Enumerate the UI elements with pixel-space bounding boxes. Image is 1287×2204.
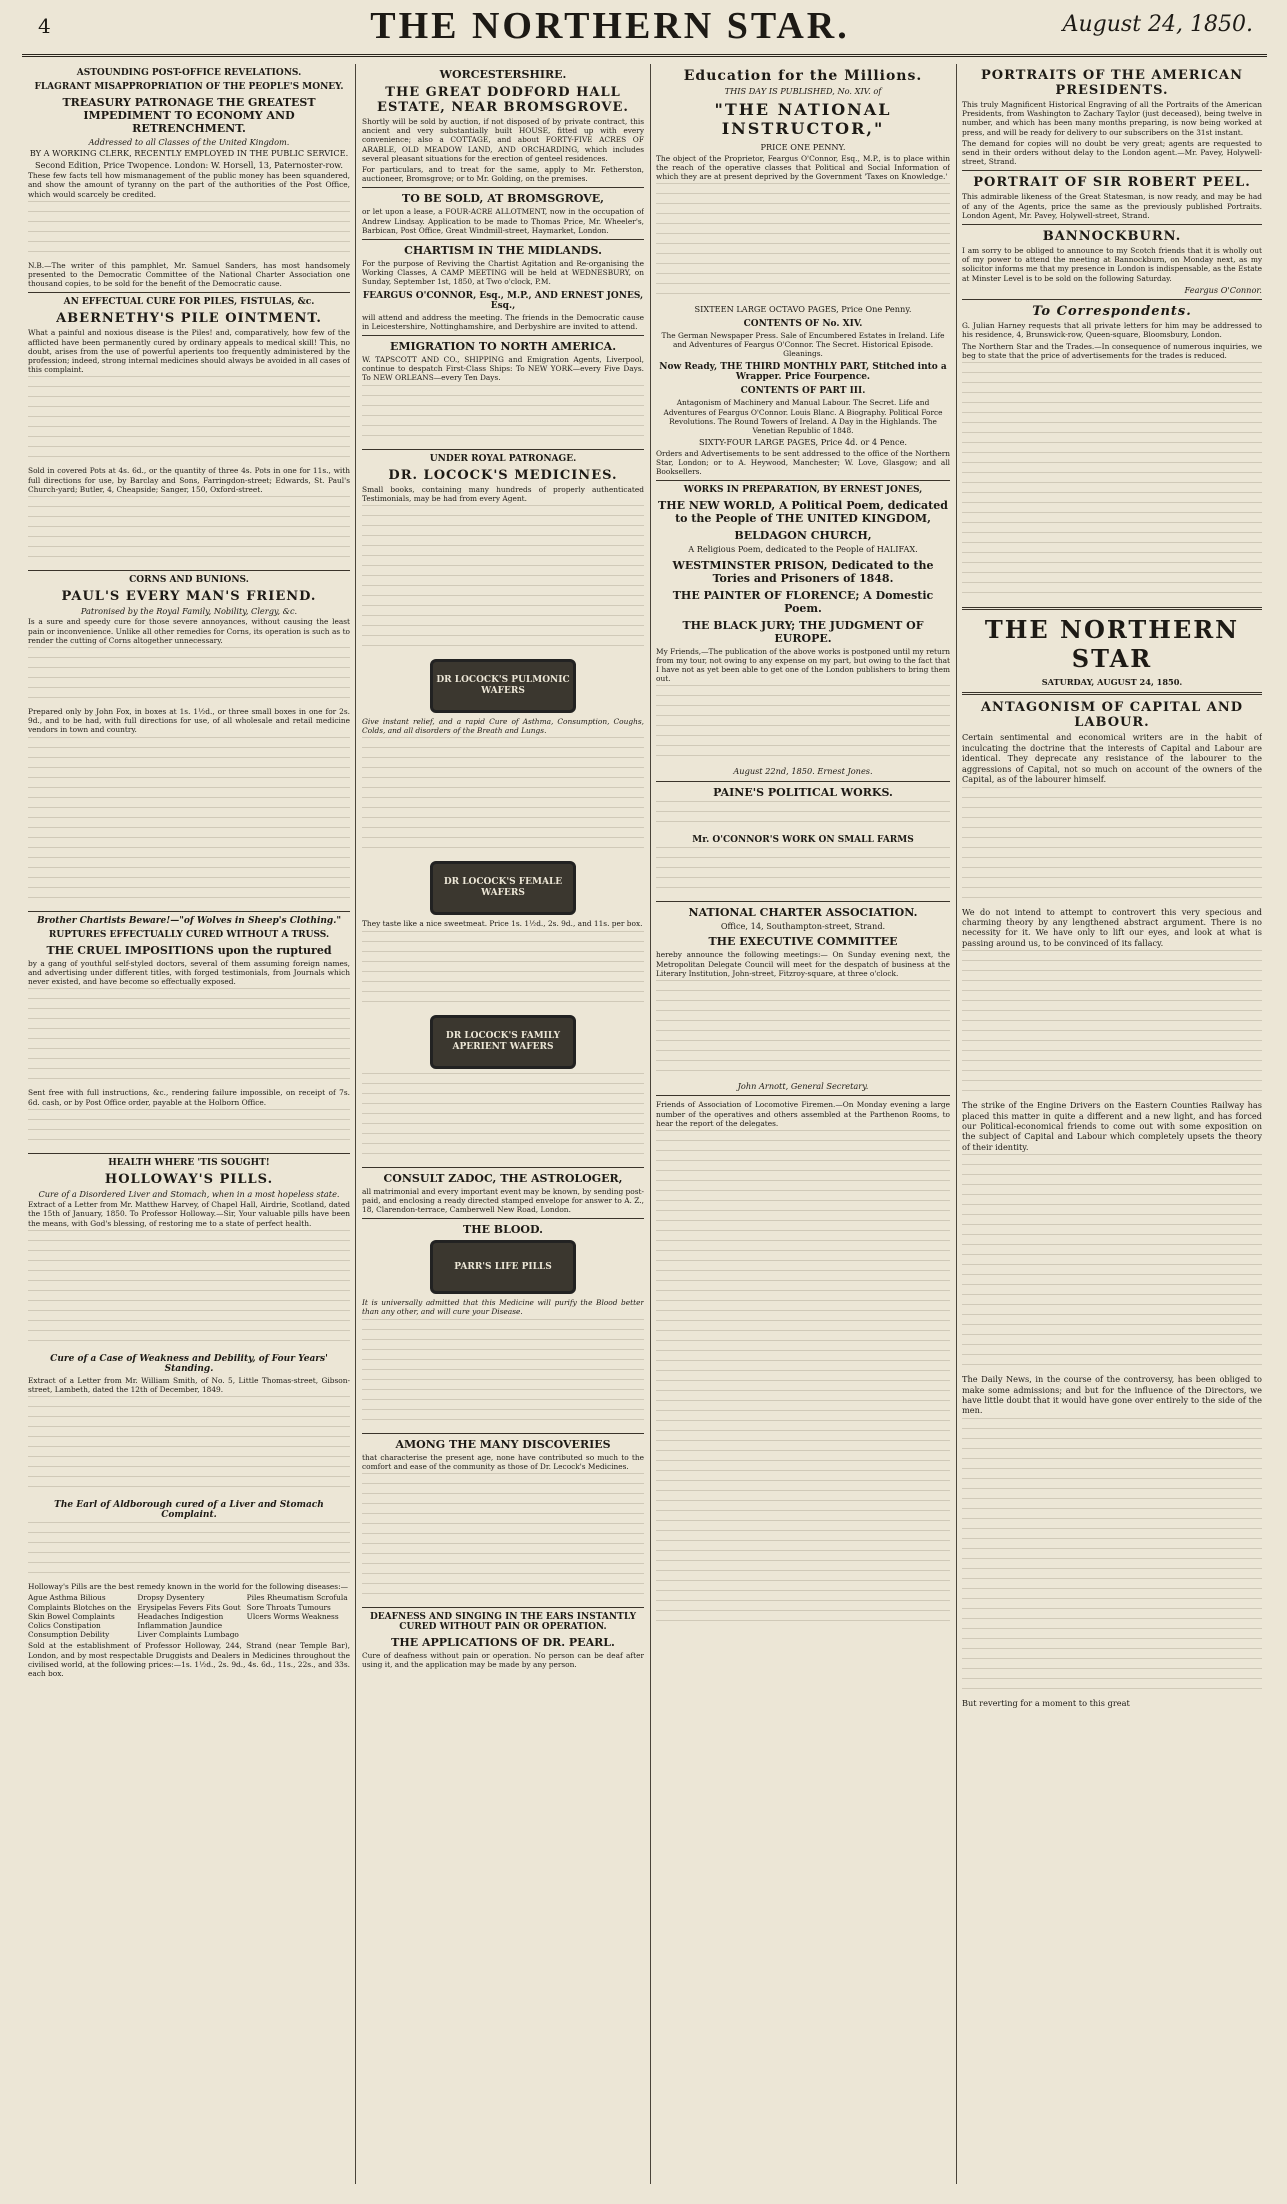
page-number: 4	[38, 14, 51, 38]
headline: CONTENTS OF No. XIV.	[743, 318, 863, 329]
divider	[962, 224, 1262, 225]
headline: ABERNETHY'S PILE OINTMENT.	[56, 311, 322, 327]
headline: Cure of a Case of Weakness and Debility, of Four Years' Standing.	[50, 1353, 328, 1374]
product-seal: DR LOCOCK'S PULMONIC WAFERS	[430, 659, 576, 713]
divider	[362, 1167, 644, 1168]
column-divider	[650, 64, 651, 2184]
headline: AMONG THE MANY DISCOVERIES	[395, 1437, 611, 1451]
text-filler	[362, 505, 644, 655]
text-filler	[362, 931, 644, 1011]
text-filler	[962, 950, 1262, 1100]
paragraph: This truly Magnificent Historical Engraving of all the Portraits of the American Presidents, from Washington to Zachary Taylor (just deceased), being twelve in number, and which has been many months preparing, is now being worked at press, and will be ready for delivery to our subscribers on the 31st instant.	[962, 100, 1262, 137]
text-filler	[962, 362, 1262, 602]
paragraph: Friends of Association of Locomotive Firemen.—On Monday evening a large number of the operatives and others assembled at the Parthenon Rooms, to hear the report of the delegates.	[656, 1100, 950, 1128]
headline: CONTENTS OF PART III.	[740, 386, 866, 397]
page-header	[0, 0, 1287, 72]
paragraph: hereby announce the following meetings:— On Sunday evening next, the Metropolitan Delegate Council will meet for the despatch of business at the Literary Institution, John-street, Fitzroy-square, at three o'clock.	[656, 950, 950, 978]
signature: August 22nd, 1850. Ernest Jones.	[733, 766, 873, 777]
text-filler	[656, 847, 950, 897]
subheading: Cure of a Disordered Liver and Stomach, when in a most hopeless state.	[38, 1188, 340, 1199]
paragraph: Small books, containing many hundreds of properly authenticated Testimonials, may be had from every Agent.	[362, 484, 644, 503]
headline: "THE NATIONAL INSTRUCTOR,"	[714, 100, 892, 139]
paragraph: What a painful and noxious disease is the Piles! and, comparatively, how few of the afflicted have been permanently cured by ordinary appeals to medical skill! This, no doubt, arises from the use of powerful aperients too frequently administered by the profession; indeed, strong internal medicines should always be avoided in all cases of this complaint.	[28, 328, 350, 375]
text-filler	[962, 1418, 1262, 1698]
text-filler	[28, 737, 350, 907]
headline: EMIGRATION TO NORTH AMERICA.	[389, 340, 617, 354]
paragraph: G. Julian Harney requests that all private letters for him may be addressed to his residence, 4, Brunswick-row, Queen-square, Bloomsbury, London.	[962, 321, 1262, 340]
text-filler	[28, 1522, 350, 1582]
address: Office, 14, Southampton-street, Strand.	[720, 920, 886, 931]
text-filler	[362, 1073, 644, 1163]
text-filler	[656, 980, 950, 1080]
column-divider	[956, 64, 957, 2184]
headline: RUPTURES EFFECTUALLY CURED WITHOUT A TRUSS.	[48, 929, 330, 940]
divider	[656, 901, 950, 902]
text-filler	[962, 1154, 1262, 1374]
text-filler	[656, 1130, 950, 1630]
product-seal: PARR'S LIFE PILLS	[430, 1240, 576, 1294]
column-1	[28, 64, 350, 2184]
headline: PAUL'S EVERY MAN'S FRIEND.	[61, 589, 317, 605]
paragraph: My Friends,—The publication of the above works is postponed until my return from my tour, not owing to any expense on my part, but owing to the fact that I have not as yet been able to get one of the London publishers to bring them out.	[656, 646, 950, 684]
paragraph: The Daily News, in the course of the controversy, has been obliged to make some admissions; and but for the influence of the Directors, we have little doubt that it would have gone over entirely to the side of the men.	[962, 1374, 1262, 1416]
paragraph: Sent free with full instructions, &c., rendering failure impossible, on receipt of 7s. 6d. cash, or by Post Office order, payable at the Holborn Office.	[28, 1088, 350, 1107]
headline: HEALTH WHERE 'TIS SOUGHT!	[108, 1157, 270, 1168]
headline: THE EXECUTIVE COMMITTEE	[708, 935, 898, 949]
headline: THE APPLICATIONS OF DR. PEARL.	[391, 1636, 615, 1650]
headline: CHARTISM IN THE MIDLANDS.	[404, 244, 602, 258]
divider	[28, 570, 350, 571]
headline: UNDER ROYAL PATRONAGE.	[429, 453, 577, 464]
headline: BELDAGON CHURCH,	[734, 529, 872, 543]
text-filler	[28, 1396, 350, 1496]
text-filler	[362, 1319, 644, 1429]
signature: Feargus O'Connor.	[1184, 284, 1262, 295]
headline: PORTRAIT OF SIR ROBERT PEEL.	[973, 175, 1251, 191]
text-filler	[28, 1230, 350, 1350]
divider	[962, 692, 1262, 695]
paragraph: They taste like a nice sweetmeat. Price 1s. 1½d., 2s. 9d., and 11s. per box.	[362, 919, 643, 929]
divider	[362, 187, 644, 188]
product-seal: DR LOCOCK'S FEMALE WAFERS	[430, 861, 576, 915]
edition-note: Second Edition, Price Twopence. London: W. Horsell, 13, Paternoster-row.	[35, 159, 343, 170]
paragraph: or let upon a lease, a FOUR-ACRE ALLOTMENT, now in the occupation of Andrew Lindsay. Application to be made to Thomas Price, Mr. Wheeler's, Barbican, Post Office, Great Windmill-street, Haymarket, London.	[362, 207, 644, 235]
text-filler	[362, 385, 644, 445]
headline: WESTMINSTER PRISON, Dedicated to the Tories and Prisoners of 1848.	[672, 558, 934, 585]
disease-list: Ague Asthma Bilious Complaints Blotches on the Skin Bowel Complaints Colics Constipation Consumption Debility Dropsy Dysentery Erysipelas Fevers Fits Gout Headaches Indigestion Inflammation Jaundice Liver Complaints Lumbago Piles Rheumatism Scrofula Sore Throats Tumours Ulcers Worms Weakness	[28, 1593, 348, 1640]
subheading: SIXTY-FOUR LARGE PAGES, Price 4d. or 4 Pence.	[698, 437, 908, 448]
text-filler	[28, 1109, 350, 1149]
divider	[362, 1218, 644, 1219]
text-filler	[28, 988, 350, 1088]
headline: THE PAINTER OF FLORENCE; A Domestic Poem.	[672, 588, 934, 615]
text-filler	[656, 685, 950, 765]
headline: ANTAGONISM OF CAPITAL AND LABOUR.	[980, 700, 1244, 731]
byline: BY A WORKING CLERK, RECENTLY EMPLOYED IN THE PUBLIC SERVICE.	[29, 148, 349, 159]
headline: Mr. O'CONNOR'S WORK ON SMALL FARMS	[692, 834, 914, 845]
paragraph: Sold in covered Pots at 4s. 6d., or the quantity of three 4s. Pots in one for 11s., with full directions for use, by Barclay and Sons, Farringdon-street; Edwards, St. Paul's Church-yard; Butler, 4, Cheapside; Sanger, 150, Oxford-street.	[28, 466, 350, 494]
text-filler	[28, 647, 350, 707]
headline: THE CRUEL IMPOSITIONS upon the ruptured	[46, 943, 332, 957]
paragraph: A Religious Poem, dedicated to the People of HALIFAX.	[688, 544, 918, 555]
contents-list: Antagonism of Machinery and Manual Labour. The Secret. Life and Adventures of Feargus O'Connor. Louis Blanc. A Biography. Political Force Revolutions. The Round Towers of Ireland. A Day in the Highlands. The Venetian Republic of 1848.	[663, 398, 943, 436]
paragraph: We do not intend to attempt to controvert this very specious and charming theory by any lengthened abstract argument. There is no necessity for it. We have only to lift our eyes, and look at what is passing around us, to be convinced of its fallacy.	[962, 906, 1262, 948]
paragraph: It is universally admitted that this Medicine will purify the Blood better than any other, and will cure your Disease.	[362, 1298, 644, 1317]
paragraph: will attend and address the meeting. The friends in the Democratic cause in Leicestershire, Nottinghamshire, and Derbyshire are invited to attend.	[362, 312, 644, 331]
headline: BANNOCKBURN.	[1042, 229, 1182, 245]
paragraph: Extract of a Letter from Mr. William Smith, of No. 5, Little Thomas-street, Gibson-street, Lambeth, dated the 12th of December, 1849.	[28, 1375, 350, 1394]
headline: THE NEW WORLD, A Political Poem, dedicated to the People of THE UNITED KINGDOM,	[658, 499, 948, 526]
text-filler	[962, 787, 1262, 907]
divider	[962, 170, 1262, 171]
divider	[28, 911, 350, 912]
paragraph: Sold at the establishment of Professor Holloway, 244, Strand (near Temple Bar), London, and by most respectable Druggists and Dealers in Medicines throughout the civilised world, at the following prices:—1s. 1½d., 2s. 9d., 4s. 6d., 11s., 22s., and 33s. each box.	[28, 1641, 350, 1678]
headline: WORCESTERSHIRE.	[439, 68, 567, 81]
header-rule	[22, 54, 1267, 57]
headline: PAINE'S POLITICAL WORKS.	[713, 785, 893, 799]
headline: ASTOUNDING POST-OFFICE REVELATIONS.	[76, 68, 302, 78]
divider	[656, 480, 950, 481]
paragraph: W. TAPSCOTT AND CO., SHIPPING and Emigration Agents, Liverpool, continue to despatch First-Class Ships: To NEW YORK—every Five Days. To NEW ORLEANS—every Ten Days.	[362, 355, 644, 383]
divider	[28, 1153, 350, 1154]
paragraph: N.B.—The writer of this pamphlet, Mr. Samuel Sanders, has most handsomely presented to the Democratic Committee of the National Charter Association one thousand copies, to be sold for the benefit of the Democratic cause.	[28, 260, 350, 289]
text-filler	[362, 1473, 644, 1603]
headline: AN EFFECTUAL CURE FOR PILES, FISTULAS, &c.	[63, 297, 315, 308]
text-filler	[656, 801, 950, 831]
issue-date: August 24, 1850.	[1062, 12, 1253, 37]
headline: HOLLOWAY'S PILLS.	[104, 1171, 274, 1187]
paragraph: that characterise the present age, none have contributed so much to the comfort and ease of the community as those of Dr. Lecock's Medicines.	[362, 1452, 644, 1471]
paragraph: The demand for copies will no doubt be very great; agents are requested to send in their orders without delay to the London agent.—Mr. Pavey, Holywell-street, Strand.	[962, 138, 1262, 167]
product-seal: DR LOCOCK'S FAMILY APERIENT WAFERS	[430, 1015, 576, 1069]
headline: DR. LOCOCK'S MEDICINES.	[388, 467, 618, 483]
column-3	[656, 64, 950, 2184]
paragraph: But reverting for a moment to this great	[962, 1697, 1130, 1708]
headline: The Earl of Aldborough cured of a Liver and Stomach Complaint.	[54, 1500, 324, 1521]
headline: TREASURY PATRONAGE THE GREATEST IMPEDIMENT TO ECONOMY AND RETRENCHMENT.	[62, 96, 316, 135]
headline: FEARGUS O'CONNOR, Esq., M.P., AND ERNEST JONES, Esq.,	[362, 290, 644, 311]
masthead: THE NORTHERN STAR.	[370, 5, 850, 47]
divider	[962, 607, 1262, 610]
column-4	[962, 64, 1262, 2184]
paragraph: all matrimonial and every important event may be known, by sending post-paid, and enclosing a ready directed stamped envelope for answer to A. Z., 18, Clarendon-terrace, Camberwell New Road, London.	[362, 1186, 644, 1215]
headline: PORTRAITS OF THE AMERICAN PRESIDENTS.	[981, 68, 1243, 98]
headline: FLAGRANT MISAPPROPRIATION OF THE PEOPLE'S MONEY.	[34, 82, 344, 92]
paragraph: Certain sentimental and economical writers are in the habit of inculcating the doctrine that the interests of Capital and Labour are identical. They deprecate any resistance of the labourer to the aggressions of Capital, not so much on account of the owners of the Capital, as of the labourer himself.	[962, 732, 1262, 785]
paragraph: Is a sure and speedy cure for those severe annoyances, without causing the least pain or inconvenience. Unlike all other remedies for Corns, its operation is such as to render the cutting of Corns altogether unnecessary.	[28, 617, 350, 645]
text-filler	[28, 376, 350, 466]
headline: To Correspondents.	[1032, 304, 1192, 320]
text-filler	[28, 201, 350, 261]
paragraph: Holloway's Pills are the best remedy known in the world for the following diseases:—	[28, 1582, 348, 1592]
headline: Now Ready, THE THIRD MONTHLY PART, Stitched into a Wrapper. Price Fourpence.	[659, 362, 947, 383]
divider	[362, 335, 644, 336]
paragraph: For the purpose of Reviving the Chartist Agitation and Re-organising the Working Classes, A CAMP MEETING will be held at WEDNESBURY, on Sunday, September 1st, 1850, at Two o'clock, P.M.	[362, 259, 644, 287]
paragraph: Shortly will be sold by auction, if not disposed of by private contract, this ancient and very substantially built HOUSE, fitted up with every convenience; also a COTTAGE, and about FORTY-FIVE ACRES OF ARABLE, OLD MEADOW LAND, AND ORCHARDING, which includes several pleasant situations for the erection of genteel residences.	[362, 117, 644, 163]
headline: WORKS IN PREPARATION, BY ERNEST JONES,	[683, 485, 923, 496]
paragraph: I am sorry to be obliged to announce to my Scotch friends that it is wholly out of my power to attend the meeting at Bannockburn, on Monday next, as my solicitor informs me that my presence in London is indispensable, as the Estate at Minster Level is to be sold on the following Saturday.	[962, 246, 1262, 283]
text-filler	[28, 496, 350, 566]
headline: NATIONAL CHARTER ASSOCIATION.	[688, 905, 918, 919]
column-2	[362, 64, 644, 2184]
signature: John Arnott, General Secretary.	[737, 1080, 869, 1091]
headline: THE BLACK JURY; THE JUDGMENT OF EUROPE.	[682, 618, 924, 645]
divider	[362, 239, 644, 240]
divider	[656, 781, 950, 782]
headline: TO BE SOLD, AT BROMSGROVE,	[402, 192, 604, 206]
divider	[362, 449, 644, 450]
divider	[962, 299, 1262, 300]
paragraph: Cure of deafness without pain or operation. No person can be deaf after using it, and the application may be made by any person.	[362, 1651, 644, 1670]
column-divider	[355, 64, 356, 2184]
paragraph: This admirable likeness of the Great Statesman, is now ready, and may be had of any of the Agents, price the same as the previously published Portraits. London Agent, Mr. Pavey, Holywell-street, Strand.	[962, 192, 1262, 220]
paragraph: by a gang of youthful self-styled doctors, several of them assuming foreign names, and advertising under different titles, with forged testimonials, from Journals which never existed, and have become so effectually exposed.	[28, 958, 350, 987]
divider	[28, 292, 350, 293]
headline: Education for the Millions.	[683, 68, 923, 84]
paragraph: These few facts tell how mismanagement of the public money has been squandered, and show the amount of tyranny on the part of the authorities of the Post Office, which would scarcely be credited.	[28, 171, 350, 199]
headline: Brother Chartists Beware!—"of Wolves in Sheep's Clothing."	[36, 915, 342, 926]
paragraph: The strike of the Engine Drivers on the Eastern Counties Railway has placed this matter in quite a different and a new light, and has forced our Political-economical friends to come out with some exposition on the subject of Capital and Labour which completely upsets the theory of their identity.	[962, 1100, 1262, 1152]
paragraph: The Northern Star and the Trades.—In consequence of numerous inquiries, we beg to state that the price of advertisements for the trades is reduced.	[962, 341, 1262, 360]
headline: THE GREAT DODFORD HALL ESTATE, NEAR BROMSGROVE.	[377, 85, 629, 115]
leader-date: SATURDAY, AUGUST 24, 1850.	[1041, 677, 1183, 688]
headline: THE BLOOD.	[463, 1223, 543, 1237]
subheading: SIXTEEN LARGE OCTAVO PAGES, Price One Penny.	[694, 304, 912, 315]
paragraph: The object of the Proprietor, Feargus O'Connor, Esq., M.P., is to place within the reach of the operative classes that Political and Social Information of which they are at present deprived by the Government 'Taxes on Knowledge.'	[656, 153, 950, 182]
paragraph: For particulars, and to treat for the same, apply to Mr. Fetherston, auctioneer, Bromsgrove; or to Mr. Golding, on the premises.	[362, 165, 644, 184]
paragraph: Extract of a Letter from Mr. Matthew Harvey, of Chapel Hall, Airdrie, Scotland, dated the 15th of January, 1850. To Professor Holloway.—Sir, Your valuable pills have been the means, with God's blessing, of restoring me to a state of perfect health.	[28, 1200, 350, 1228]
paragraph: Prepared only by John Fox, in boxes at 1s. 1½d., or three small boxes in one for 2s. 9d., and to be had, with full directions for use, of all wholesale and retail medicine vendors in town and country.	[28, 707, 350, 735]
text-filler	[656, 183, 950, 303]
paragraph: Give instant relief, and a rapid Cure of Asthma, Consumption, Coughs, Colds, and all disorders of the Breath and Lungs.	[362, 717, 644, 736]
divider	[362, 1433, 644, 1434]
headline: DEAFNESS AND SINGING IN THE EARS INSTANTLY CURED WITHOUT PAIN OR OPERATION.	[369, 1612, 637, 1633]
leader-title: THE NORTHERN STAR	[984, 615, 1240, 674]
headline: CONSULT ZADOC, THE ASTROLOGER,	[383, 1171, 623, 1185]
divider	[362, 1607, 644, 1608]
headline: CORNS AND BUNIONS.	[129, 575, 249, 586]
contents-list: The German Newspaper Press. Sale of Encumbered Estates in Ireland. Life and Adventures of Feargus O'Connor. The Secret. Historical Episode. Gleanings.	[661, 330, 945, 359]
subheading: Patronised by the Royal Family, Nobility, Clergy, &c.	[80, 606, 298, 617]
subheading: Addressed to all Classes of the United Kingdom.	[88, 137, 290, 147]
subheading: THIS DAY IS PUBLISHED, No. XIV. of	[724, 86, 882, 96]
divider	[656, 1095, 950, 1096]
price: PRICE ONE PENNY.	[760, 142, 846, 153]
paragraph: Orders and Advertisements to be sent addressed to the office of the Northern Star, London; or to A. Heywood, Manchester; W. Love, Glasgow; and all Booksellers.	[656, 448, 950, 477]
text-filler	[362, 737, 644, 857]
